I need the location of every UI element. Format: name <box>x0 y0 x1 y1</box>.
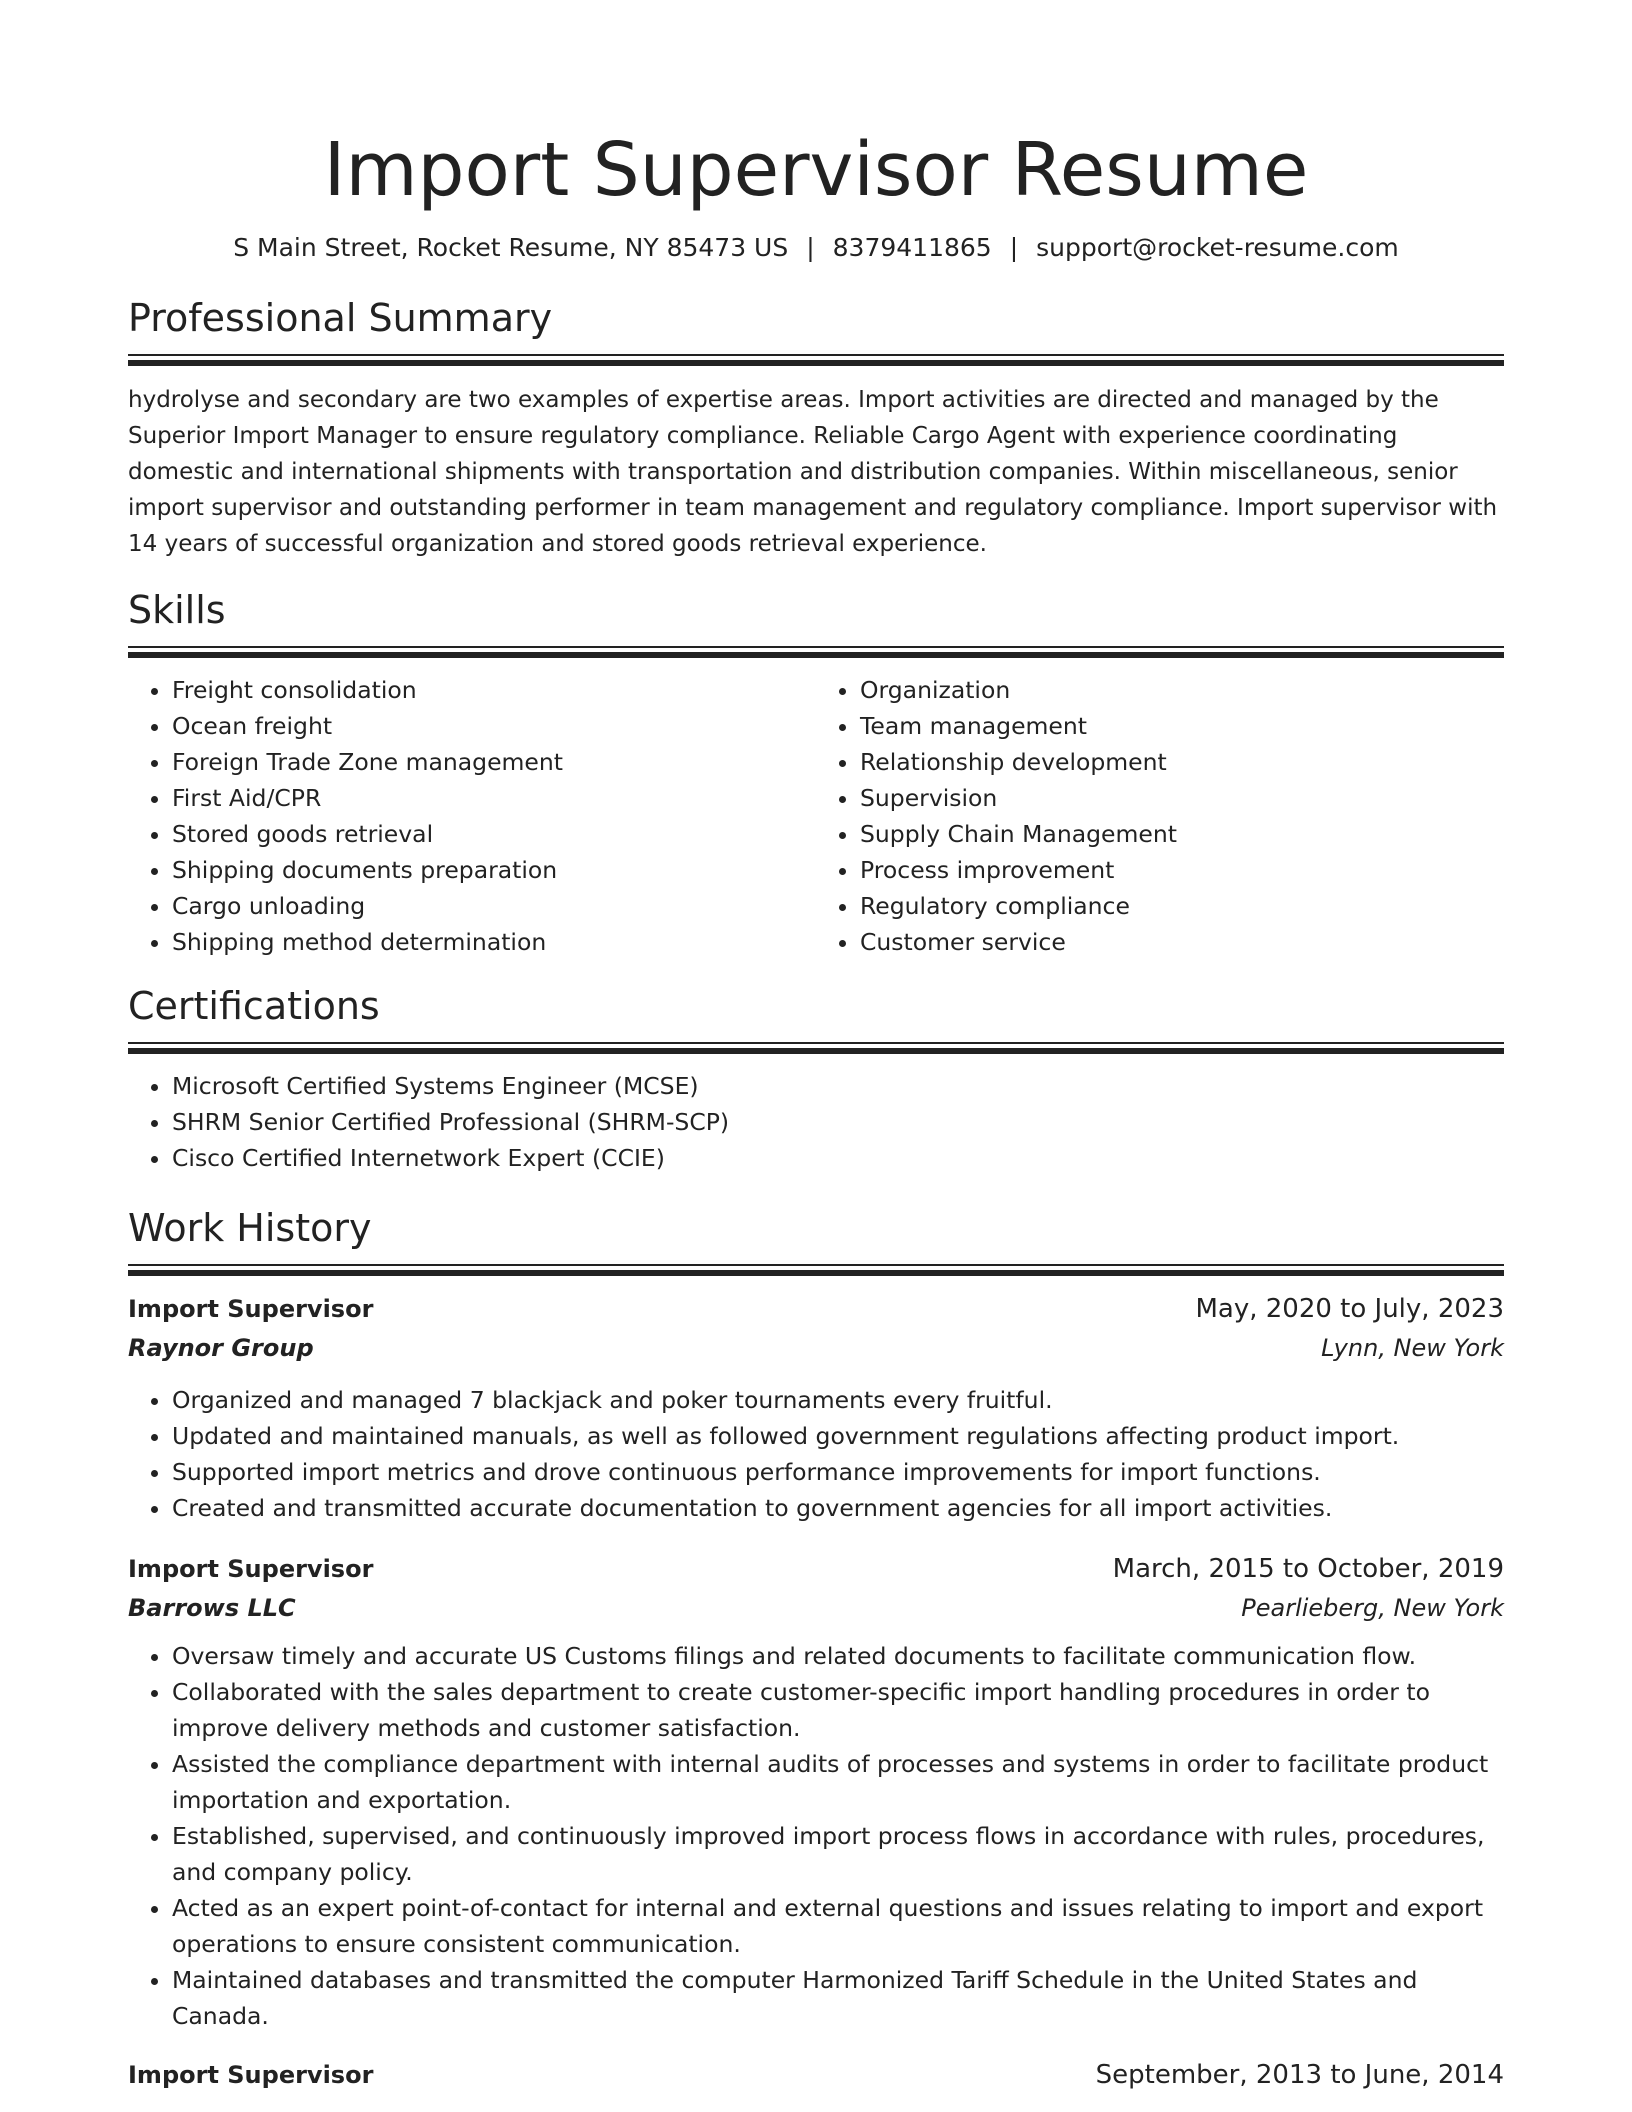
summary-section <box>128 296 1504 562</box>
certification-item: • SHRM Senior Certified Professional (SHRM-SCP) <box>172 1104 1504 1140</box>
job-bullet: • Collaborated with the sales department to create customer-specific import handling procedures in order to improve delivery methods and customer satisfaction. <box>172 1674 1504 1746</box>
job-location: Pearlieberg, New York <box>1241 1594 1504 1622</box>
job-bullet: • Acted as an expert point-of-contact for internal and external questions and issues relating to import and export operations to ensure consistent communication. <box>172 1890 1504 1962</box>
contact-address: S Main Street, Rocket Resume, NY 85473 US <box>233 233 789 262</box>
job-dates: May, 2020 to July, 2023 <box>1195 1294 1504 1324</box>
certification-item: • Microsoft Certified Systems Engineer (MCSE) <box>172 1068 1504 1104</box>
summary-text: hydrolyse and secondary are two examples of expertise areas. Import activities are directed and managed by the Superior Import Manager to ensure regulatory compliance. Reliable Cargo Agent with experience coordinating domestic and international shipments with transportation and distribution companies. Within miscellaneous, senior import supervisor and outstanding performer in team management and regulatory compliance. Import supervisor with 14 years of successful organization and stored goods retrieval experience. <box>128 387 1498 557</box>
skill-item: • Shipping method determination <box>172 924 816 960</box>
job-bullets <box>128 1638 1504 2034</box>
skill-item: • Regulatory compliance <box>860 888 1504 924</box>
section-divider <box>128 1264 1504 1276</box>
job-header-row <box>128 1290 1504 1328</box>
skill-item: • Supervision <box>860 780 1504 816</box>
certification-item: • Cisco Certified Internetwork Expert (CCIE) <box>172 1140 1504 1176</box>
job-title: Import Supervisor <box>128 2061 374 2089</box>
skill-item: • Foreign Trade Zone management <box>172 744 816 780</box>
contact-separator: | <box>1009 233 1019 262</box>
skills-column-right <box>816 672 1504 960</box>
job-bullet: • Organized and managed 7 blackjack and poker tournaments every fruitful. <box>172 1382 1504 1418</box>
job-bullet: • Oversaw timely and accurate US Customs filings and related documents to facilitate communication flow. <box>172 1638 1504 1674</box>
job-entry <box>128 2056 1504 2094</box>
job-dates: September, 2013 to June, 2014 <box>1095 2060 1504 2090</box>
certifications-section <box>128 984 1504 1176</box>
skills-columns <box>128 672 1504 960</box>
work-history-section <box>128 1206 1504 2094</box>
skill-item: • Relationship development <box>860 744 1504 780</box>
skill-item: • Ocean freight <box>172 708 816 744</box>
section-divider <box>128 1042 1504 1054</box>
contact-phone: 8379411865 <box>832 233 992 262</box>
skill-item: • Shipping documents preparation <box>172 852 816 888</box>
skill-item: • First Aid/CPR <box>172 780 816 816</box>
skills-section <box>128 588 1504 960</box>
certifications-list <box>128 1068 1504 1176</box>
skills-column-left <box>128 672 816 960</box>
skill-item: • Freight consolidation <box>172 672 816 708</box>
skill-item: • Organization <box>860 672 1504 708</box>
skill-item: • Stored goods retrieval <box>172 816 816 852</box>
job-bullet: • Updated and maintained manuals, as well as followed government regulations affecting product import. <box>172 1418 1504 1454</box>
contact-separator: | <box>806 233 815 262</box>
section-heading-certifications: Certifications <box>128 984 380 1028</box>
skill-item: • Customer service <box>860 924 1504 960</box>
contact-email: support@rocket-resume.com <box>1036 233 1399 262</box>
job-title: Import Supervisor <box>128 1555 374 1583</box>
section-divider <box>128 354 1504 366</box>
job-title: Import Supervisor <box>128 1295 374 1323</box>
skill-item: • Supply Chain Management <box>860 816 1504 852</box>
skill-item: • Team management <box>860 708 1504 744</box>
job-company: Barrows LLC <box>128 1594 296 1622</box>
section-heading-work-history: Work History <box>128 1206 372 1250</box>
job-entry <box>128 1550 1504 2034</box>
job-bullet: • Assisted the compliance department with internal audits of processes and systems in order to facilitate product importation and exportation. <box>172 1746 1504 1818</box>
job-header-row <box>128 1550 1504 1588</box>
job-bullet: • Supported import metrics and drove continuous performance improvements for import functions. <box>172 1454 1504 1490</box>
job-location: Lynn, New York <box>1321 1334 1504 1362</box>
job-dates: March, 2015 to October, 2019 <box>1112 1554 1504 1584</box>
section-heading-summary: Professional Summary <box>128 296 553 340</box>
skill-item: • Process improvement <box>860 852 1504 888</box>
contact-line <box>128 232 1504 264</box>
section-heading-skills: Skills <box>128 588 226 632</box>
job-bullet: • Maintained databases and transmitted the computer Harmonized Tariff Schedule in the United States and Canada. <box>172 1962 1504 2034</box>
skill-item: • Cargo unloading <box>172 888 816 924</box>
job-entry <box>128 1290 1504 1526</box>
section-divider <box>128 646 1504 658</box>
job-bullet: • Created and transmitted accurate documentation to government agencies for all import activities. <box>172 1490 1504 1526</box>
job-company: Raynor Group <box>128 1334 314 1362</box>
resume-page <box>128 0 1504 2094</box>
job-bullets <box>128 1382 1504 1526</box>
resume-title: Import Supervisor Resume <box>323 127 1309 213</box>
job-company-row <box>128 1328 1504 1368</box>
job-header-row <box>128 2056 1504 2094</box>
job-company-row <box>128 1588 1504 1628</box>
job-bullet: • Established, supervised, and continuously improved import process flows in accordance with rules, procedures, and company policy. <box>172 1818 1504 1890</box>
